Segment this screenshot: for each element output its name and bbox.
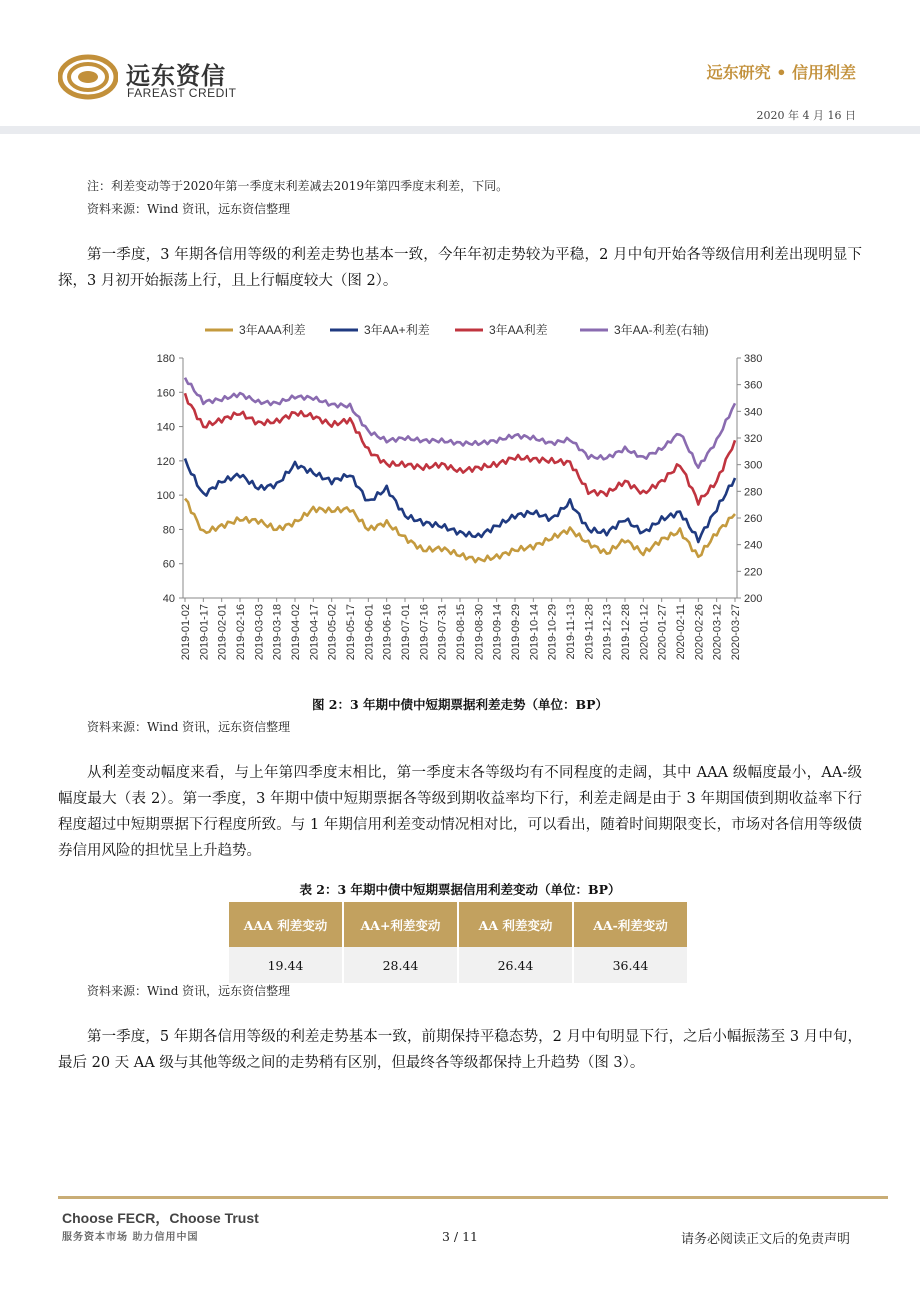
brand-name-en: FAREAST CREDIT	[127, 86, 237, 100]
y-tick-label: 140	[156, 421, 175, 434]
legend-label: 3年AA利差	[489, 323, 548, 337]
y2-tick-label: 380	[744, 353, 763, 365]
header-aaa: AAA 利差变动	[229, 902, 342, 947]
x-tick-label: 2020-03-27	[730, 604, 742, 661]
series-line-3	[185, 378, 735, 468]
footer-slogan-en: Choose FECR，Choose Trust	[62, 1210, 259, 1226]
x-tick-label: 2019-07-16	[418, 604, 431, 661]
value-aa-minus: 36.44	[574, 947, 687, 983]
x-tick-label: 2019-08-15	[455, 604, 467, 661]
page-number: 3 / 11	[441, 1229, 479, 1244]
x-tick-label: 2019-10-14	[528, 604, 541, 661]
x-tick-label: 2019-09-14	[491, 604, 504, 661]
report-date: 2020 年 4 月 16 日	[756, 109, 856, 122]
y-tick-label: 180	[156, 353, 175, 365]
x-tick-label: 2019-04-17	[308, 604, 321, 661]
x-tick-label: 2020-01-27	[656, 604, 669, 661]
y2-tick-label: 240	[744, 539, 763, 552]
x-tick-label: 2019-11-13	[565, 604, 577, 660]
x-tick-label: 2020-02-11	[675, 604, 687, 660]
company-logo	[58, 52, 118, 102]
y-tick-label: 100	[156, 490, 175, 503]
x-tick-label: 2019-02-16	[235, 604, 247, 661]
x-tick-label: 2019-08-30	[473, 604, 486, 661]
x-tick-label: 2019-01-17	[198, 604, 211, 661]
header-divider	[0, 126, 920, 134]
brand-name-cn: 远东资信	[126, 62, 226, 90]
x-tick-label: 2019-07-31	[436, 604, 449, 661]
x-tick-label: 2019-03-18	[271, 604, 284, 661]
report-series-title: 远东研究 • 信用利差	[706, 63, 856, 82]
x-tick-label: 2019-10-29	[546, 604, 559, 661]
chart-legend	[205, 322, 709, 337]
x-tick-label: 2019-01-02	[180, 604, 192, 661]
footer-slogan-cn: 服务资本市场 助力信用中国	[62, 1232, 199, 1243]
y-tick-label: 60	[162, 558, 175, 571]
y2-tick-label: 220	[744, 566, 763, 579]
series-line-1	[185, 459, 735, 543]
x-tick-label: 2019-12-13	[601, 604, 614, 661]
x-tick-label: 2019-07-01	[400, 604, 412, 661]
x-tick-label: 2019-02-01	[216, 604, 229, 661]
table-row	[229, 947, 687, 983]
x-tick-label: 2020-03-12	[711, 604, 724, 661]
table-note: 注：利差变动等于2020年第一季度末利差减去2019年第四季度末利差，下同。	[87, 179, 509, 193]
figure-caption: 图 2：3 年期中债中短期票据利差走势（单位：BP）	[311, 697, 609, 712]
disclaimer-link[interactable]: 请务必阅读正文后的免责声明	[680, 1232, 850, 1247]
x-tick-label: 2019-03-03	[253, 604, 266, 661]
table-source: 资料来源：Wind 资讯，远东资信整理	[87, 984, 291, 998]
x-tick-label: 2019-06-01	[363, 604, 376, 661]
header-aa-minus: AA-利差变动	[574, 902, 687, 947]
y-tick-label: 160	[156, 387, 175, 400]
x-tick-label: 2019-11-28	[583, 604, 596, 660]
y2-tick-label: 300	[744, 459, 763, 472]
y2-tick-label: 200	[744, 593, 763, 605]
x-tick-label: 2019-12-28	[620, 604, 632, 661]
value-aa: 26.44	[459, 947, 572, 983]
legend-label: 3年AAA利差	[239, 323, 306, 337]
paragraph-2: 从利差变动幅度来看，与上年第四季度末相比，第一季度末各等级均有不同程度的走阔，其中 AAA 级幅度最小，AA-级幅度最大（表 2）。第一季度，3 年期中债中短期票据各等级到期收益率均下行，利差走阔是由于 3 年期国债到期收益率下行程度超过中短期票据下行程度所致。与 1 年期信用利差变动情况相对比，可以看出，随着时间期限变长，市场对各信用等级债券信用风险的担忧呈上升趋势。	[58, 765, 862, 859]
y2-tick-label: 340	[744, 406, 763, 419]
x-tick-label: 2019-09-29	[510, 604, 522, 661]
y2-tick-label: 260	[744, 513, 763, 525]
x-tick-label: 2020-02-26	[693, 604, 706, 661]
header-aa: AA 利差变动	[459, 902, 572, 947]
table-header-row	[229, 902, 687, 947]
y2-tick-label: 360	[744, 379, 763, 392]
footer-divider	[58, 1196, 888, 1199]
legend-label: 3年AA+利差	[364, 323, 430, 337]
header-aa-plus: AA+利差变动	[344, 902, 457, 947]
paragraph-3: 第一季度，5 年期各信用等级的利差走势基本一致，前期保持平稳态势，2 月中旬明显下行，之后小幅振荡至 3 月中旬，最后 20 天 AA 级与其他等级之间的走势稍有区别，但最终各等级都保持上升趋势（图 3）。	[58, 1029, 862, 1071]
legend-label: 3年AA-利差(右轴)	[614, 323, 709, 337]
x-tick-label: 2019-06-16	[381, 604, 394, 661]
x-tick-label: 2019-05-17	[345, 604, 357, 661]
x-tick-label: 2019-04-02	[290, 604, 302, 661]
spread-line-chart	[130, 312, 790, 687]
y-tick-label: 80	[162, 524, 175, 537]
x-tick-label: 2020-01-12	[638, 604, 651, 661]
spread-change-table	[227, 902, 689, 983]
value-aa-plus: 28.44	[344, 947, 457, 983]
x-tick-label: 2019-05-02	[326, 604, 339, 661]
source-note: 资料来源：Wind 资讯，远东资信整理	[87, 202, 291, 216]
y2-tick-label: 320	[744, 433, 763, 445]
figure-source: 资料来源：Wind 资讯，远东资信整理	[87, 720, 291, 734]
paragraph-1: 第一季度，3 年期各信用等级的利差走势也基本一致，今年年初走势较为平稳，2 月中旬开始各等级信用利差出现明显下探，3 月初开始振荡上行，且上行幅度较大（图 2）。	[58, 247, 862, 289]
y-tick-label: 120	[156, 455, 175, 468]
value-aaa: 19.44	[229, 947, 342, 983]
chart-series-lines	[185, 378, 735, 562]
table-caption: 表 2：3 年期中债中短期票据信用利差变动（单位：BP）	[299, 882, 621, 897]
y2-tick-label: 280	[744, 486, 763, 499]
y-tick-label: 40	[162, 593, 175, 605]
